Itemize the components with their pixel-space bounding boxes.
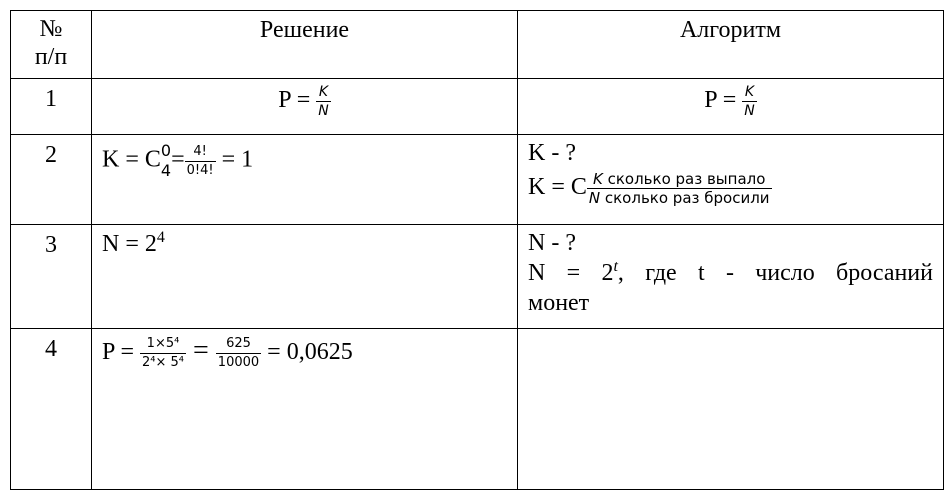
numerator-var: K: [592, 170, 603, 188]
numerator: K: [316, 83, 330, 102]
numerator: [587, 170, 772, 189]
combination-indices: [161, 141, 171, 181]
header-num-sign: №: [39, 16, 63, 42]
formula-lhs: P =: [102, 339, 140, 366]
denominator: N: [744, 103, 755, 119]
fraction: [742, 83, 756, 120]
fraction: [185, 143, 216, 180]
algorithm-description: , где t - число бросаний монет: [528, 260, 933, 316]
algorithm-cell: [518, 79, 944, 135]
algorithm-formula: [528, 170, 933, 207]
denominator-var: N: [588, 189, 601, 207]
row-number: 4: [11, 329, 92, 490]
formula-exponent: t: [613, 258, 618, 275]
solution-cell: [92, 79, 518, 135]
algorithm-text: [518, 329, 943, 335]
algorithm-cell: [518, 329, 944, 490]
formula-lhs: P =: [704, 87, 743, 114]
numerator: 4!: [185, 143, 216, 162]
solution-cell: [92, 135, 518, 225]
numerator: 1×5⁴: [140, 335, 186, 354]
numerator-text: сколько раз выпало: [602, 170, 766, 188]
formula-lhs: K = C: [102, 146, 161, 173]
solution-cell: [92, 225, 518, 329]
header-num-cell: [11, 11, 92, 79]
formula-lhs: K = C: [528, 174, 587, 201]
denominator: 0!4!: [186, 162, 214, 178]
table-row: [11, 225, 944, 329]
solution-cell: [92, 329, 518, 490]
denominator: N: [318, 103, 329, 119]
equals-sign: =: [171, 146, 185, 173]
formula-exponent: 4: [156, 229, 165, 246]
row-number: 2: [11, 135, 92, 225]
algorithm-cell: [518, 135, 944, 225]
numerator: 625: [216, 335, 261, 354]
table-header-row: [11, 11, 944, 79]
numerator: K: [742, 83, 756, 102]
fraction: [140, 335, 186, 372]
denominator: [587, 189, 772, 207]
fraction: [316, 83, 330, 120]
formula-rhs: = 1: [215, 146, 254, 173]
combination-sub: 4: [160, 161, 172, 180]
combination-sup: 0: [160, 141, 172, 160]
header-num-pp: п/п: [34, 44, 68, 70]
table-row: [11, 329, 944, 490]
table-row: [11, 135, 944, 225]
table-row: [11, 79, 944, 135]
row-number: 1: [11, 79, 92, 135]
formula-base: N = 2: [102, 231, 157, 257]
fraction: [587, 170, 772, 207]
header-solution: Решение: [92, 11, 518, 79]
solution-table: [10, 10, 944, 490]
formula-rhs: = 0,0625: [261, 339, 353, 366]
row-number: 3: [11, 225, 92, 329]
fraction: [216, 335, 261, 372]
denominator: 10000: [217, 355, 260, 370]
algorithm-cell: [518, 225, 944, 329]
denominator-text: сколько раз бросили: [600, 189, 770, 207]
equals-sign: =: [186, 335, 216, 367]
algorithm-question: N - ?: [528, 230, 576, 256]
denominator: 2⁴× 5⁴: [142, 355, 184, 370]
algorithm-question: K - ?: [528, 140, 576, 166]
header-algorithm: Алгоритм: [518, 11, 944, 79]
formula-base: N = 2: [528, 260, 614, 286]
algorithm-text: [528, 258, 933, 318]
formula-lhs: P =: [278, 87, 317, 114]
